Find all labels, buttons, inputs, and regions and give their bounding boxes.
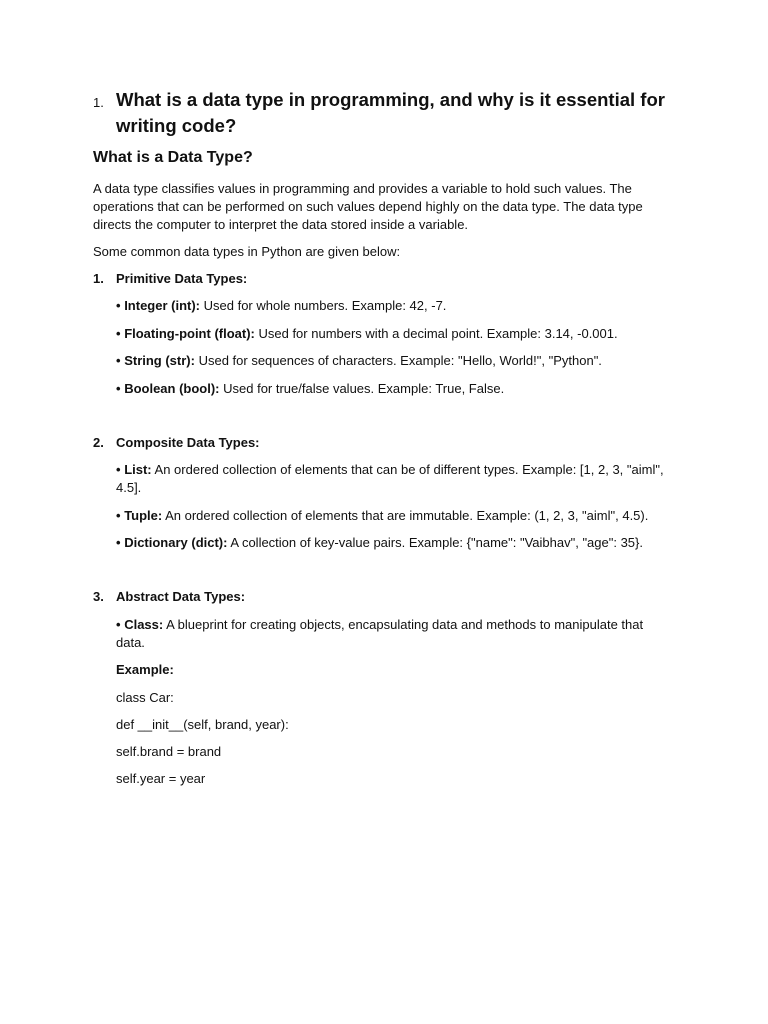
intro-paragraph: A data type classifies values in programming and provides a variable to hold such values. The operations that can be performed on such values depend highly on the data type. The data type directs the computer to interpret the data stored inside a variable. — [93, 181, 643, 232]
group-heading-primitive — [93, 271, 247, 286]
group-heading-abstract — [93, 589, 245, 604]
list-item-dictionary — [116, 534, 676, 552]
item-text: A collection of key-value pairs. Example: {"name": "Vaibhav", "age": 35}. — [227, 535, 643, 550]
bullet: • — [116, 298, 121, 313]
question-title — [93, 87, 693, 139]
item-term: Class: — [124, 617, 164, 632]
list-item-integer — [116, 297, 676, 315]
item-text: An ordered collection of elements that are immutable. Example: (1, 2, 3, "aiml", 4.5). — [162, 508, 649, 523]
list-item-float — [116, 325, 676, 343]
intro-sentence: Some common data types in Python are given below: — [93, 244, 401, 259]
bullet: • — [116, 462, 121, 477]
bullet: • — [116, 381, 121, 396]
code-line: self.year = year — [116, 771, 206, 786]
group-heading-label: Abstract Data Types: — [116, 589, 246, 604]
code-line: self.brand = brand — [116, 744, 222, 759]
bullet: • — [116, 353, 121, 368]
list-item-list — [116, 461, 674, 497]
group-heading-label: Primitive Data Types: — [116, 271, 248, 286]
item-term: String (str): — [124, 353, 195, 368]
list-item-tuple — [116, 507, 676, 525]
example-label: Example: — [116, 662, 174, 677]
item-text: Used for whole numbers. Example: 42, -7. — [200, 298, 447, 313]
item-text: Used for numbers with a decimal point. Example: 3.14, -0.001. — [254, 326, 618, 341]
question-number: 1. — [93, 95, 104, 110]
section-heading: What is a Data Type? — [93, 149, 253, 166]
group-number: 3. — [93, 589, 104, 604]
bullet: • — [116, 535, 121, 550]
item-term: List: — [124, 462, 152, 477]
item-text: A blueprint for creating objects, encapsulating data and methods to manipulate that data. — [116, 617, 644, 650]
group-number: 2. — [93, 435, 104, 450]
code-line: class Car: — [116, 690, 174, 705]
item-term: Integer (int): — [124, 298, 201, 313]
question-text: What is a data type in programming, and why is it essential for writing code? — [116, 89, 665, 136]
item-text: Used for sequences of characters. Example: "Hello, World!", "Python". — [194, 353, 602, 368]
list-item-boolean — [116, 380, 676, 398]
code-line: def __init__(self, brand, year): — [116, 717, 289, 732]
item-term: Floating-point (float): — [124, 326, 255, 341]
item-text: An ordered collection of elements that can be of different types. Example: [1, 2, 3, "aiml", 4.5]. — [116, 462, 664, 495]
bullet: • — [116, 326, 121, 341]
item-text: Used for true/false values. Example: True, False. — [219, 381, 505, 396]
item-term: Dictionary (dict): — [124, 535, 228, 550]
group-number: 1. — [93, 271, 104, 286]
item-term: Tuple: — [124, 508, 163, 523]
bullet: • — [116, 508, 121, 523]
list-item-string — [116, 352, 676, 370]
item-term: Boolean (bool): — [124, 381, 220, 396]
bullet: • — [116, 617, 121, 632]
group-heading-label: Composite Data Types: — [116, 435, 260, 450]
list-item-class — [116, 616, 661, 652]
group-heading-composite — [93, 435, 260, 450]
